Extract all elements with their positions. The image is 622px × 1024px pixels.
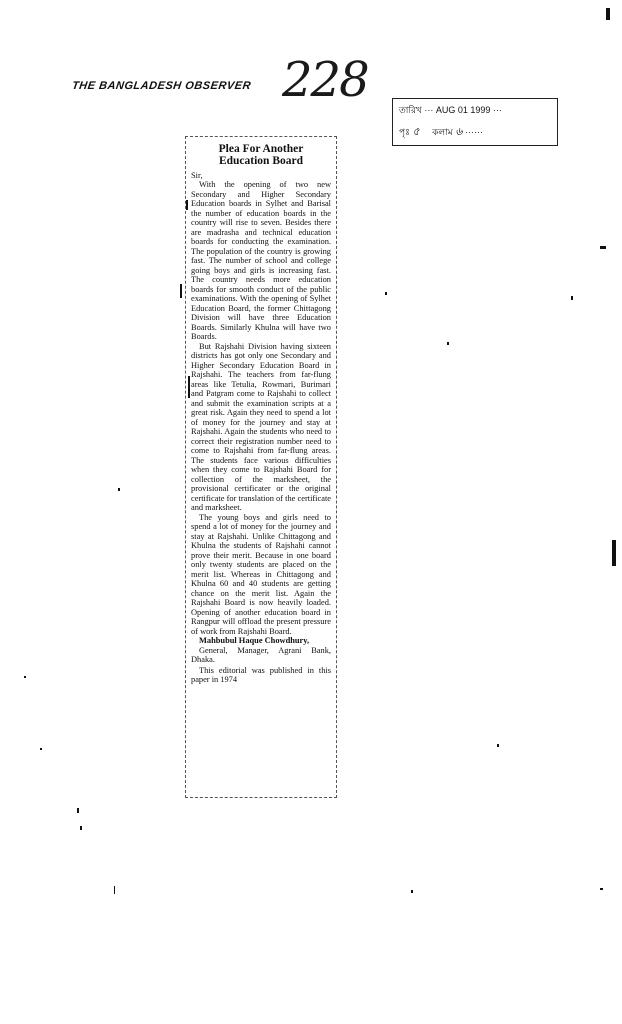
scan-speck (600, 888, 603, 890)
scan-speck (77, 808, 79, 813)
scan-speck (447, 342, 449, 345)
stamp-page: ৫ (412, 125, 420, 138)
stamp-page-label: পৃঃ (399, 127, 410, 137)
scan-speck (385, 292, 387, 295)
scan-speck (497, 744, 499, 747)
stamp-col: ৬ (455, 125, 463, 138)
article-salutation: Sir, (191, 171, 203, 180)
newspaper-masthead: THE BANGLADESH OBSERVER (71, 80, 252, 92)
stamp-date: AUG 01 1999 (435, 105, 491, 115)
scan-speck (606, 8, 610, 20)
article-paragraph: But Rajshahi Division having sixteen districts has got only one Secondary and Higher Secondary Education Board in Rajshahi. The teachers from far-flung areas like Tetulia, Rowmari, Burimari and Patgram come to Rajshahi to collect and submit the examination scripts at a great risk. Again they need to spend a lot of money for the journey and stay at Rajshahi. Again the students who need to correct their registration number need to come to Rajshahi from far-flung areas. The students face various difficulties when they come to Rajshahi Board for collection of the marksheet, the provisional certificater or the original certificate for translation of the certificate and marksheet. (191, 341, 331, 513)
scan-speck (40, 748, 42, 750)
scan-speck (114, 886, 115, 894)
scan-speck (571, 296, 573, 300)
editorial-note: This editorial was published in this paper in 1974 (191, 665, 331, 685)
scan-speck (411, 890, 413, 893)
stamp-date-row: তারিখ ··· AUG 01 1999 ··· (399, 105, 502, 115)
article-title (191, 143, 331, 167)
scan-speck (80, 826, 82, 830)
article-signature: Mahbubul Haque Chowdhury, (199, 636, 310, 646)
scan-speck (600, 246, 606, 249)
date-stamp (392, 98, 558, 146)
scan-speck (186, 200, 188, 210)
stamp-page-row: পৃঃ ৫ কলাম ৬ ······ (399, 125, 483, 138)
article-paragraph: With the opening of two new Secondary and Higher Secondary Education boards in Sylhet and Barisal the number of education boards in the country will rise to seven. Besides there are madrasha and technical education boards for conducting the examination. The population of the country is growing fast. The number of school and college going boys and girls is increasing fast. The country needs more education boards for smooth conduct of the public examinations. With the opening of Sylhet Education Board, the former Chittagong Division will have three Education Boards. Similarly Khulna will have two Boards. (191, 180, 331, 342)
scan-speck (24, 676, 26, 678)
scan-speck (612, 540, 616, 566)
article-paragraph: The young boys and girls need to spend a lot of money for the journey and stay at Rajshahi. Unlike Chittagong and Khulna the students of Rajshahi cannot prove their merit. Because in one board only twenty students are placed on the merit list. Whereas in Chittagong and Khulna 60 and 40 students are getting chance on the merit list. Again the Rajshahi Board is now heavily loaded. Opening of another education board in Rangpur will offload the present pressure of work from Rajshahi Board. (191, 512, 331, 636)
stamp-date-label: তারিখ (399, 105, 422, 115)
scan-speck (180, 284, 182, 298)
handwritten-page-number: 228 (282, 52, 368, 108)
article-signature-detail: General, Manager, Agrani Bank, Dhaka. (191, 645, 331, 665)
article-title-line2: Education Board (218, 155, 304, 167)
article-title-line1: Plea For Another (218, 143, 304, 155)
newspaper-clipping (185, 136, 337, 798)
scan-speck (118, 488, 120, 491)
scan-speck (188, 376, 190, 398)
stamp-col-label: কলাম (432, 127, 453, 137)
